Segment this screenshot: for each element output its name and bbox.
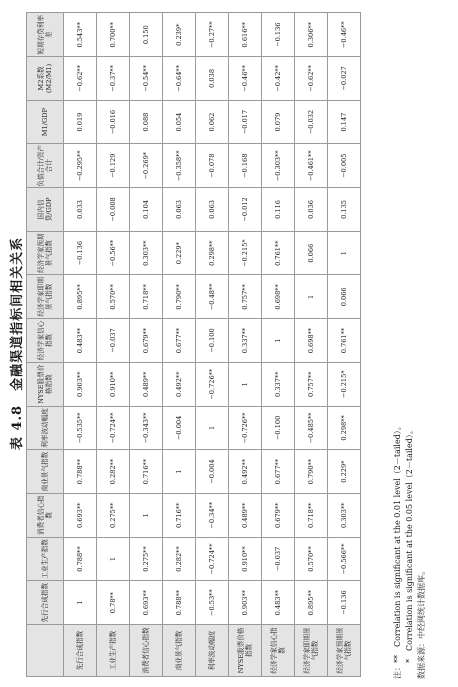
table-cell: 0.088 xyxy=(130,100,163,144)
table-cell: −0.008 xyxy=(97,188,130,232)
table-cell: 0.78** xyxy=(97,581,130,625)
table-body xyxy=(64,13,361,677)
table-cell: 0.698** xyxy=(295,319,328,363)
note-line-1: 注：** Correlation is significant at the 0.01 level（2－tailed）。 xyxy=(393,422,402,679)
table-cell: 0.303** xyxy=(328,493,361,537)
table-cell: 0.150 xyxy=(130,13,163,57)
table-cell: −0.129 xyxy=(97,144,130,188)
row-header: 利率波动幅度 xyxy=(196,625,229,677)
table-cell: −0.032 xyxy=(295,100,328,144)
table-cell: 0.489** xyxy=(130,362,163,406)
table-cell: 0.903** xyxy=(64,362,97,406)
table-cell: 0.116 xyxy=(262,188,295,232)
table-cell: −0.100 xyxy=(196,319,229,363)
table-cell: −0.168 xyxy=(229,144,262,188)
table-cell: −0.724** xyxy=(196,537,229,581)
table-cell: 0.036 xyxy=(295,188,328,232)
table-cell: −0.46** xyxy=(328,13,361,57)
table-row xyxy=(64,13,97,677)
table-cell: 1 xyxy=(64,581,97,625)
table-cell: −0.62** xyxy=(64,57,97,101)
table-cell: 0.298** xyxy=(328,406,361,450)
table-row xyxy=(196,13,229,677)
table-cell: −0.726** xyxy=(196,362,229,406)
table-cell: 0.761** xyxy=(328,319,361,363)
table-cell: 0.229* xyxy=(163,231,196,275)
table-cell: −0.005 xyxy=(328,144,361,188)
table-cell: −0.100 xyxy=(262,406,295,450)
table-row xyxy=(328,13,361,677)
table-cell: −0.269* xyxy=(130,144,163,188)
table-cell: −0.215* xyxy=(229,231,262,275)
table-cell: 0.492** xyxy=(163,362,196,406)
table-cell: −0.136 xyxy=(64,231,97,275)
table-cell: −0.37** xyxy=(97,57,130,101)
table-cell: 0.483** xyxy=(262,581,295,625)
table-header xyxy=(27,13,64,677)
table-cell: 0.063 xyxy=(163,188,196,232)
column-header: 消费者信心指数 xyxy=(27,493,64,537)
table-cell: −0.53** xyxy=(196,581,229,625)
table-cell: 0.677** xyxy=(262,450,295,494)
table-cell: −0.078 xyxy=(196,144,229,188)
column-header: NYSE股票价格指数 xyxy=(27,362,64,406)
table-cell: −0.46** xyxy=(229,57,262,101)
table-cell: −0.295** xyxy=(64,144,97,188)
table-cell: 0.282** xyxy=(163,537,196,581)
table-cell: −0.027 xyxy=(328,57,361,101)
table-cell: 0.303** xyxy=(130,231,163,275)
table-cell: −0.724** xyxy=(97,406,130,450)
table-cell: 0.066 xyxy=(295,231,328,275)
table-cell: 0.895** xyxy=(64,275,97,319)
table-cell: 0.337** xyxy=(229,319,262,363)
column-header: M2系数(M2/M1) xyxy=(27,57,64,101)
table-cell: 0.903** xyxy=(229,581,262,625)
row-header: 工业生产指数 xyxy=(97,625,130,677)
table-cell: 0.135 xyxy=(328,188,361,232)
table-cell: 1 xyxy=(163,450,196,494)
table-cell: 0.761** xyxy=(262,231,295,275)
table-cell: −0.004 xyxy=(196,450,229,494)
column-header: 先行合成指数 xyxy=(27,581,64,625)
table-cell: −0.017 xyxy=(229,100,262,144)
table-cell: 0.492** xyxy=(229,450,262,494)
table-cell: 0.019 xyxy=(64,100,97,144)
table-cell: −0.64** xyxy=(163,57,196,101)
table-cell: 1 xyxy=(130,493,163,537)
table-cell: −0.62** xyxy=(295,57,328,101)
table-cell: 0.298** xyxy=(196,231,229,275)
table-cell: −0.56** xyxy=(97,231,130,275)
table-cell: 0.489** xyxy=(229,493,262,537)
table-row xyxy=(163,13,196,677)
row-header: 先行合成指数 xyxy=(64,625,97,677)
table-row xyxy=(97,13,130,677)
table-cell: −0.136 xyxy=(262,13,295,57)
column-header: 工业生产指数 xyxy=(27,537,64,581)
table-row xyxy=(262,13,295,677)
row-header: 经济学家即期景气指数 xyxy=(295,625,328,677)
table-cell: −0.42** xyxy=(262,57,295,101)
table-cell: 0.054 xyxy=(163,100,196,144)
table-cell: 1 xyxy=(229,362,262,406)
table-cell: −0.037 xyxy=(262,537,295,581)
table-row xyxy=(295,13,328,677)
row-header: NYSE股票价格指数 xyxy=(229,625,262,677)
column-header: 短期存贷利率差 xyxy=(27,13,64,57)
table-cell: −0.136 xyxy=(328,581,361,625)
table-cell: 0.282** xyxy=(97,450,130,494)
table-cell: −0.004 xyxy=(163,406,196,450)
table-cell: 0.788** xyxy=(64,450,97,494)
table-row xyxy=(130,13,163,677)
correlation-table xyxy=(26,12,361,677)
table-cell: 0.483** xyxy=(64,319,97,363)
table-row xyxy=(229,13,262,677)
table-cell: −0.48** xyxy=(196,275,229,319)
table-cell: 1 xyxy=(262,319,295,363)
table-cell: 0.910** xyxy=(97,362,130,406)
table-cell: −0.485** xyxy=(295,406,328,450)
column-header: 商业景气指数 xyxy=(27,450,64,494)
header-row xyxy=(27,13,64,677)
table-cell: 0.693** xyxy=(64,493,97,537)
table-cell: −0.54** xyxy=(130,57,163,101)
column-header: M1/GDP xyxy=(27,100,64,144)
row-header: 商业景气指数 xyxy=(163,625,196,677)
table-notes xyxy=(392,39,428,679)
table-cell: 0.147 xyxy=(328,100,361,144)
table-cell: 0.038 xyxy=(196,57,229,101)
table-cell: 0.062 xyxy=(196,100,229,144)
column-header: 经济学家预期景气指数 xyxy=(27,231,64,275)
table-cell: 0.066 xyxy=(328,275,361,319)
table-cell: 1 xyxy=(97,537,130,581)
header-corner-cell xyxy=(27,625,64,677)
table-cell: 0.570** xyxy=(97,275,130,319)
table-cell: 0.716** xyxy=(130,450,163,494)
table-cell: −0.27** xyxy=(196,13,229,57)
note-line-2: * Correlation is significant at the 0.05 level（2－tailed）。 xyxy=(405,426,414,679)
table-title: 表 4.8 金融渠道指标间相关关系 xyxy=(10,236,25,451)
table-cell: 0.229* xyxy=(328,450,361,494)
table-cell: 0.306** xyxy=(295,13,328,57)
table-cell: 0.337** xyxy=(262,362,295,406)
table-cell: 0.543** xyxy=(64,13,97,57)
table-cell: −0.016 xyxy=(97,100,130,144)
table-cell: 0.788** xyxy=(64,537,97,581)
table-cell: 0.275** xyxy=(97,493,130,537)
table-cell: −0.461** xyxy=(295,144,328,188)
table-cell: 0.677** xyxy=(163,319,196,363)
table-cell: 0.895** xyxy=(295,581,328,625)
table-cell: 0.698** xyxy=(262,275,295,319)
table-cell: 1 xyxy=(295,275,328,319)
table-cell: −0.34** xyxy=(196,493,229,537)
column-header: 经济学家信心指数 xyxy=(27,319,64,363)
table-cell: 0.275** xyxy=(130,537,163,581)
table-cell: −0.012 xyxy=(229,188,262,232)
note-line-3: 数据来源：中经网统计数据库。 xyxy=(417,567,426,679)
row-header: 经济学家信心指数 xyxy=(262,625,295,677)
table-cell: 0.788** xyxy=(163,581,196,625)
column-header: 负债合计/资产合计 xyxy=(27,144,64,188)
table-cell: 0.757** xyxy=(295,362,328,406)
table-cell: 0.239* xyxy=(163,13,196,57)
column-header: 国内信贷/GDP xyxy=(27,188,64,232)
table-cell: −0.343** xyxy=(130,406,163,450)
table-cell: 0.616** xyxy=(229,13,262,57)
table-cell: 0.104 xyxy=(130,188,163,232)
table-cell: 0.063 xyxy=(196,188,229,232)
table-cell: 0.033 xyxy=(64,188,97,232)
table-cell: −0.726** xyxy=(229,406,262,450)
table-cell: 0.700** xyxy=(97,13,130,57)
correlation-table-wrap xyxy=(26,13,361,677)
table-cell: −0.566** xyxy=(328,537,361,581)
table-cell: −0.358** xyxy=(163,144,196,188)
table-cell: 0.679** xyxy=(262,493,295,537)
table-cell: 0.910** xyxy=(229,537,262,581)
table-cell: −0.215* xyxy=(328,362,361,406)
table-cell: −0.037 xyxy=(97,319,130,363)
table-cell: 0.693** xyxy=(130,581,163,625)
table-cell: 1 xyxy=(328,231,361,275)
table-cell: 0.718** xyxy=(130,275,163,319)
table-cell: 0.716** xyxy=(163,493,196,537)
table-cell: 0.079 xyxy=(262,100,295,144)
table-cell: 0.790** xyxy=(163,275,196,319)
table-cell: 1 xyxy=(196,406,229,450)
table-cell: 0.679** xyxy=(130,319,163,363)
table-cell: 0.570** xyxy=(295,537,328,581)
table-cell: −0.303** xyxy=(262,144,295,188)
column-header: 利率波动幅度 xyxy=(27,406,64,450)
column-header: 经济学家即期景气指数 xyxy=(27,275,64,319)
table-cell: 0.757** xyxy=(229,275,262,319)
table-cell: −0.535** xyxy=(64,406,97,450)
row-header: 经济学家预期景气指数 xyxy=(328,625,361,677)
row-header: 消费者信心指数 xyxy=(130,625,163,677)
table-cell: 0.790** xyxy=(295,450,328,494)
table-cell: 0.718** xyxy=(295,493,328,537)
